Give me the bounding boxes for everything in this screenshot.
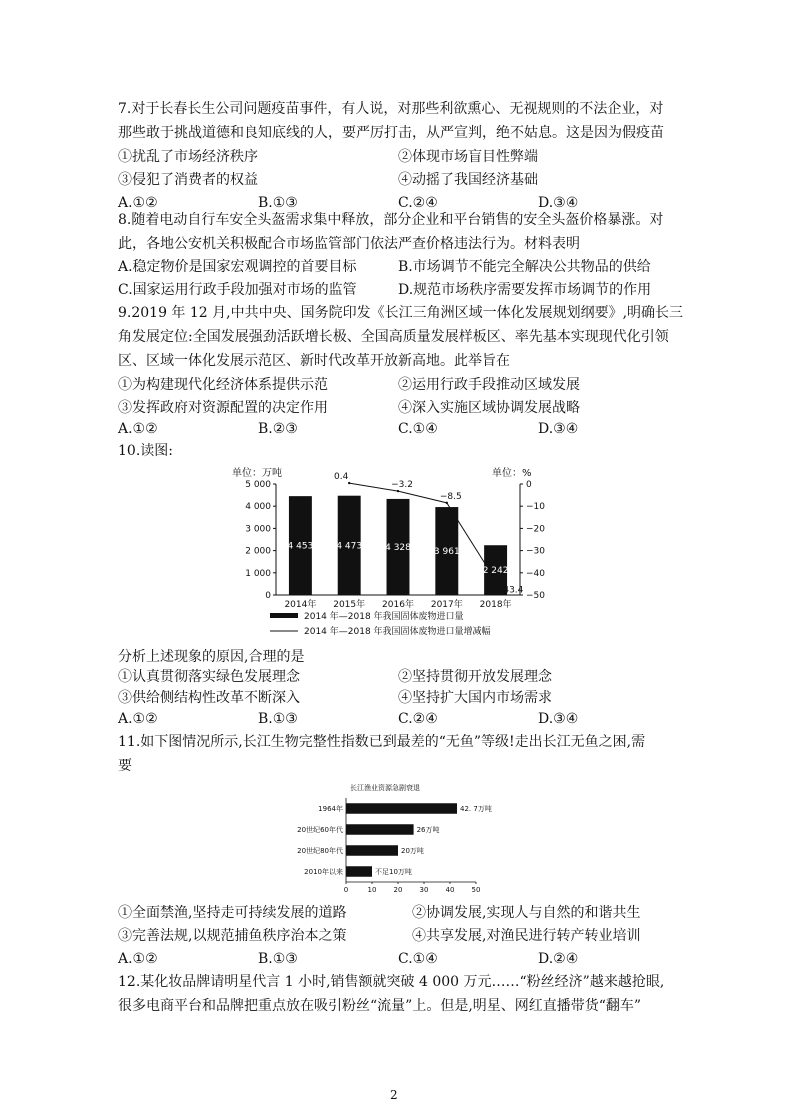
fishery-x-tick-label: 0 — [343, 886, 349, 894]
legend-bar-label: 2014 年—2018 年我国固体废物进口量 — [304, 612, 464, 622]
left-tick-label: 2 000 — [245, 546, 271, 557]
fishery-x-tick-label: 40 — [445, 886, 455, 894]
q11-option-c: C.①④ — [398, 951, 438, 967]
q7-option-c: C.②④ — [398, 195, 438, 211]
q9-option-d: D.③④ — [538, 421, 579, 437]
import-bar-label: 2 242 — [482, 566, 509, 577]
q11-option-b: B.①③ — [258, 951, 298, 967]
fishery-category-label: 20世纪60年代 — [297, 826, 343, 834]
fishery-decline-chart — [268, 774, 500, 898]
q11-item-3: ③完善法规,以规范捕鱼秩序治本之策 — [118, 928, 347, 944]
fishery-bar — [346, 803, 457, 814]
q11-option-d: D.②④ — [538, 951, 579, 967]
q9-option-a: A.①② — [118, 421, 158, 437]
fishery-x-tick-label: 10 — [367, 886, 377, 894]
right-tick-label: −10 — [526, 502, 545, 513]
q10-stem-line1: 10.读图: — [118, 443, 173, 459]
q10-option-a: A.①② — [118, 711, 158, 727]
q11-item-4: ④共享发展,对渔民进行转产转业培训 — [412, 928, 641, 944]
fishery-category-label: 20世纪80年代 — [297, 847, 343, 855]
fishery-chart-title: 长江渔业资源急剧衰退 — [350, 784, 420, 792]
fishery-x-tick-label: 50 — [471, 886, 481, 894]
q9-item-4: ④深入实施区域协调发展战略 — [398, 400, 580, 416]
fishery-value-label: 26万吨 — [416, 826, 440, 834]
chart-line — [348, 482, 497, 582]
fishery-category-label: 1964年 — [318, 805, 343, 813]
q8-stem-line1: 8.随着电动自行车安全头盔需求集中释放，部分企业和平台销售的安全头盔价格暴涨。对 — [118, 212, 664, 228]
q11-stem-line2: 要 — [118, 758, 132, 774]
import-bar-label: 4 473 — [336, 541, 363, 552]
change-rate-label: −3.2 — [391, 480, 413, 491]
q9-stem-line3: 区、区域一体化发展示范区、新时代改革开放新高地。此举旨在 — [118, 353, 510, 369]
import-bar-label: 4 453 — [287, 541, 314, 552]
q9-stem-line1: 9.2019 年 12 月,中共中央、国务院印发《长江三角洲区域一体化发展规划纲要》,明确长三 — [118, 305, 684, 321]
import-bar-label: 3 961 — [433, 547, 460, 558]
q7-item-1: ①扰乱了市场经济秩序 — [118, 149, 258, 165]
x-tick-label: 2014年 — [284, 600, 317, 610]
change-rate-label: 0.4 — [334, 472, 349, 483]
q12-stem-line1: 12.某化妆品牌请明星代言 1 小时,销售额就突破 4 000 万元……“粉丝经济”越来越抢眼, — [118, 974, 665, 990]
x-tick-label: 2015年 — [333, 600, 366, 610]
left-tick-label: 0 — [265, 591, 271, 601]
q11-stem-line1: 11.如下图情况所示,长江生物完整性指数已到最差的“无鱼”等级!走出长江无鱼之困,需 — [118, 734, 646, 750]
q7-item-3: ③侵犯了消费者的权益 — [118, 172, 258, 188]
q10-stem-line2: 分析上述现象的原因,合理的是 — [118, 649, 305, 665]
q10-option-b: B.①③ — [258, 711, 298, 727]
fishery-x-tick-label: 30 — [419, 886, 429, 894]
fishery-category-label: 2010年以来 — [304, 868, 343, 876]
change-rate-point — [397, 490, 399, 492]
right-tick-label: −40 — [526, 568, 545, 579]
waste-import-chart — [230, 462, 560, 640]
q9-item-3: ③发挥政府对资源配置的决定作用 — [118, 400, 328, 416]
right-tick-label: −50 — [526, 591, 545, 601]
q7-option-d: D.③④ — [538, 195, 579, 211]
q8-option-a: A.稳定物价是国家宏观调控的首要目标 — [118, 259, 357, 275]
q12-stem-line2: 很多电商平台和品牌把重点放在吸引粉丝“流量”上。但是,明星、网红直播带货“翻车” — [118, 998, 642, 1014]
fishery-bars — [346, 803, 457, 877]
change-rate-point — [348, 482, 350, 484]
q7-option-a: A.①② — [118, 195, 158, 211]
change-rate-line — [349, 483, 495, 580]
import-bar-label: 4 328 — [385, 542, 411, 553]
legend-line-label: 2014 年—2018 年我国固体废物进口量增减幅 — [304, 627, 491, 637]
q8-option-b: B.市场调节不能完全解决公共物品的供给 — [398, 259, 651, 275]
q10-item-2: ②坚持贯彻开放发展理念 — [398, 669, 552, 685]
change-rate-point — [494, 579, 496, 581]
q7-item-4: ④动摇了我国经济基础 — [398, 172, 538, 188]
q7-item-2: ②体现市场盲目性弊端 — [398, 149, 538, 165]
change-rate-label: −8.5 — [439, 491, 462, 502]
q10-option-c: C.②④ — [398, 711, 438, 727]
fishery-value-label: 42. 7万吨 — [460, 805, 492, 813]
q9-option-b: B.②③ — [258, 421, 298, 437]
q9-option-c: C.①④ — [398, 421, 438, 437]
q7-stem-line2: 那些敢于挑战道德和良知底线的人，要严厉打击，从严宣判，绝不姑息。这是因为假疫苗 — [118, 125, 664, 141]
left-tick-label: 4 000 — [245, 502, 271, 513]
q10-item-4: ④坚持扩大国内市场需求 — [398, 690, 552, 706]
fishery-value-label: 不足10万吨 — [375, 868, 412, 876]
fishery-bar — [346, 824, 414, 835]
q11-item-2: ②协调发展,实现人与自然的和谐共生 — [412, 905, 641, 921]
q8-option-c: C.国家运用行政手段加强对市场的监管 — [118, 282, 357, 298]
page-number: 2 — [390, 1088, 398, 1102]
right-tick-label: −30 — [526, 546, 545, 557]
q9-item-1: ①为构建现代化经济体系提供示范 — [118, 377, 328, 393]
right-unit-label: 单位：% — [492, 468, 532, 479]
q9-item-2: ②运用行政手段推动区域发展 — [398, 377, 580, 393]
q11-item-1: ①全面禁渔,坚持走可持续发展的道路 — [118, 905, 347, 921]
q9-stem-line2: 角发展定位:全国发展强劲活跃增长极、全国高质量发展样板区、率先基本实现现代化引领 — [118, 329, 669, 345]
change-rate-label: −43.4 — [495, 585, 524, 596]
right-tick-label: −20 — [526, 524, 545, 535]
fishery-bar — [346, 866, 372, 877]
fishery-x-tick-label: 20 — [393, 886, 403, 894]
q10-item-3: ③供给侧结构性改革不断深入 — [118, 690, 300, 706]
q8-stem-line2: 此，各地公安机关积极配合市场监管部门依法严查价格违法行为。材料表明 — [118, 236, 580, 252]
change-rate-point — [446, 502, 448, 504]
x-tick-label: 2017年 — [430, 600, 463, 610]
q10-item-1: ①认真贯彻落实绿色发展理念 — [118, 669, 300, 685]
q7-option-b: B.①③ — [258, 195, 298, 211]
q7-stem-line1: 7.对于长春长生公司问题疫苗事件，有人说，对那些利欲熏心、无视规则的不法企业，对 — [118, 101, 664, 117]
q11-option-a: A.①② — [118, 951, 158, 967]
x-tick-label: 2018年 — [479, 600, 512, 610]
q8-option-d: D.规范市场秩序需要发挥市场调节的作用 — [398, 282, 652, 298]
fishery-value-label: 20万吨 — [401, 847, 424, 855]
left-unit-label: 单位：万吨 — [232, 468, 282, 479]
x-tick-label: 2016年 — [382, 600, 414, 610]
right-tick-label: 0 — [526, 480, 532, 490]
fishery-labels — [297, 804, 492, 876]
left-tick-label: 5 000 — [245, 480, 271, 490]
left-tick-label: 1 000 — [245, 568, 271, 579]
chart-legend — [270, 610, 491, 637]
fishery-bar — [346, 845, 398, 856]
q10-option-d: D.③④ — [538, 711, 579, 727]
left-tick-label: 3 000 — [245, 524, 271, 535]
legend-bar-swatch — [270, 613, 298, 618]
